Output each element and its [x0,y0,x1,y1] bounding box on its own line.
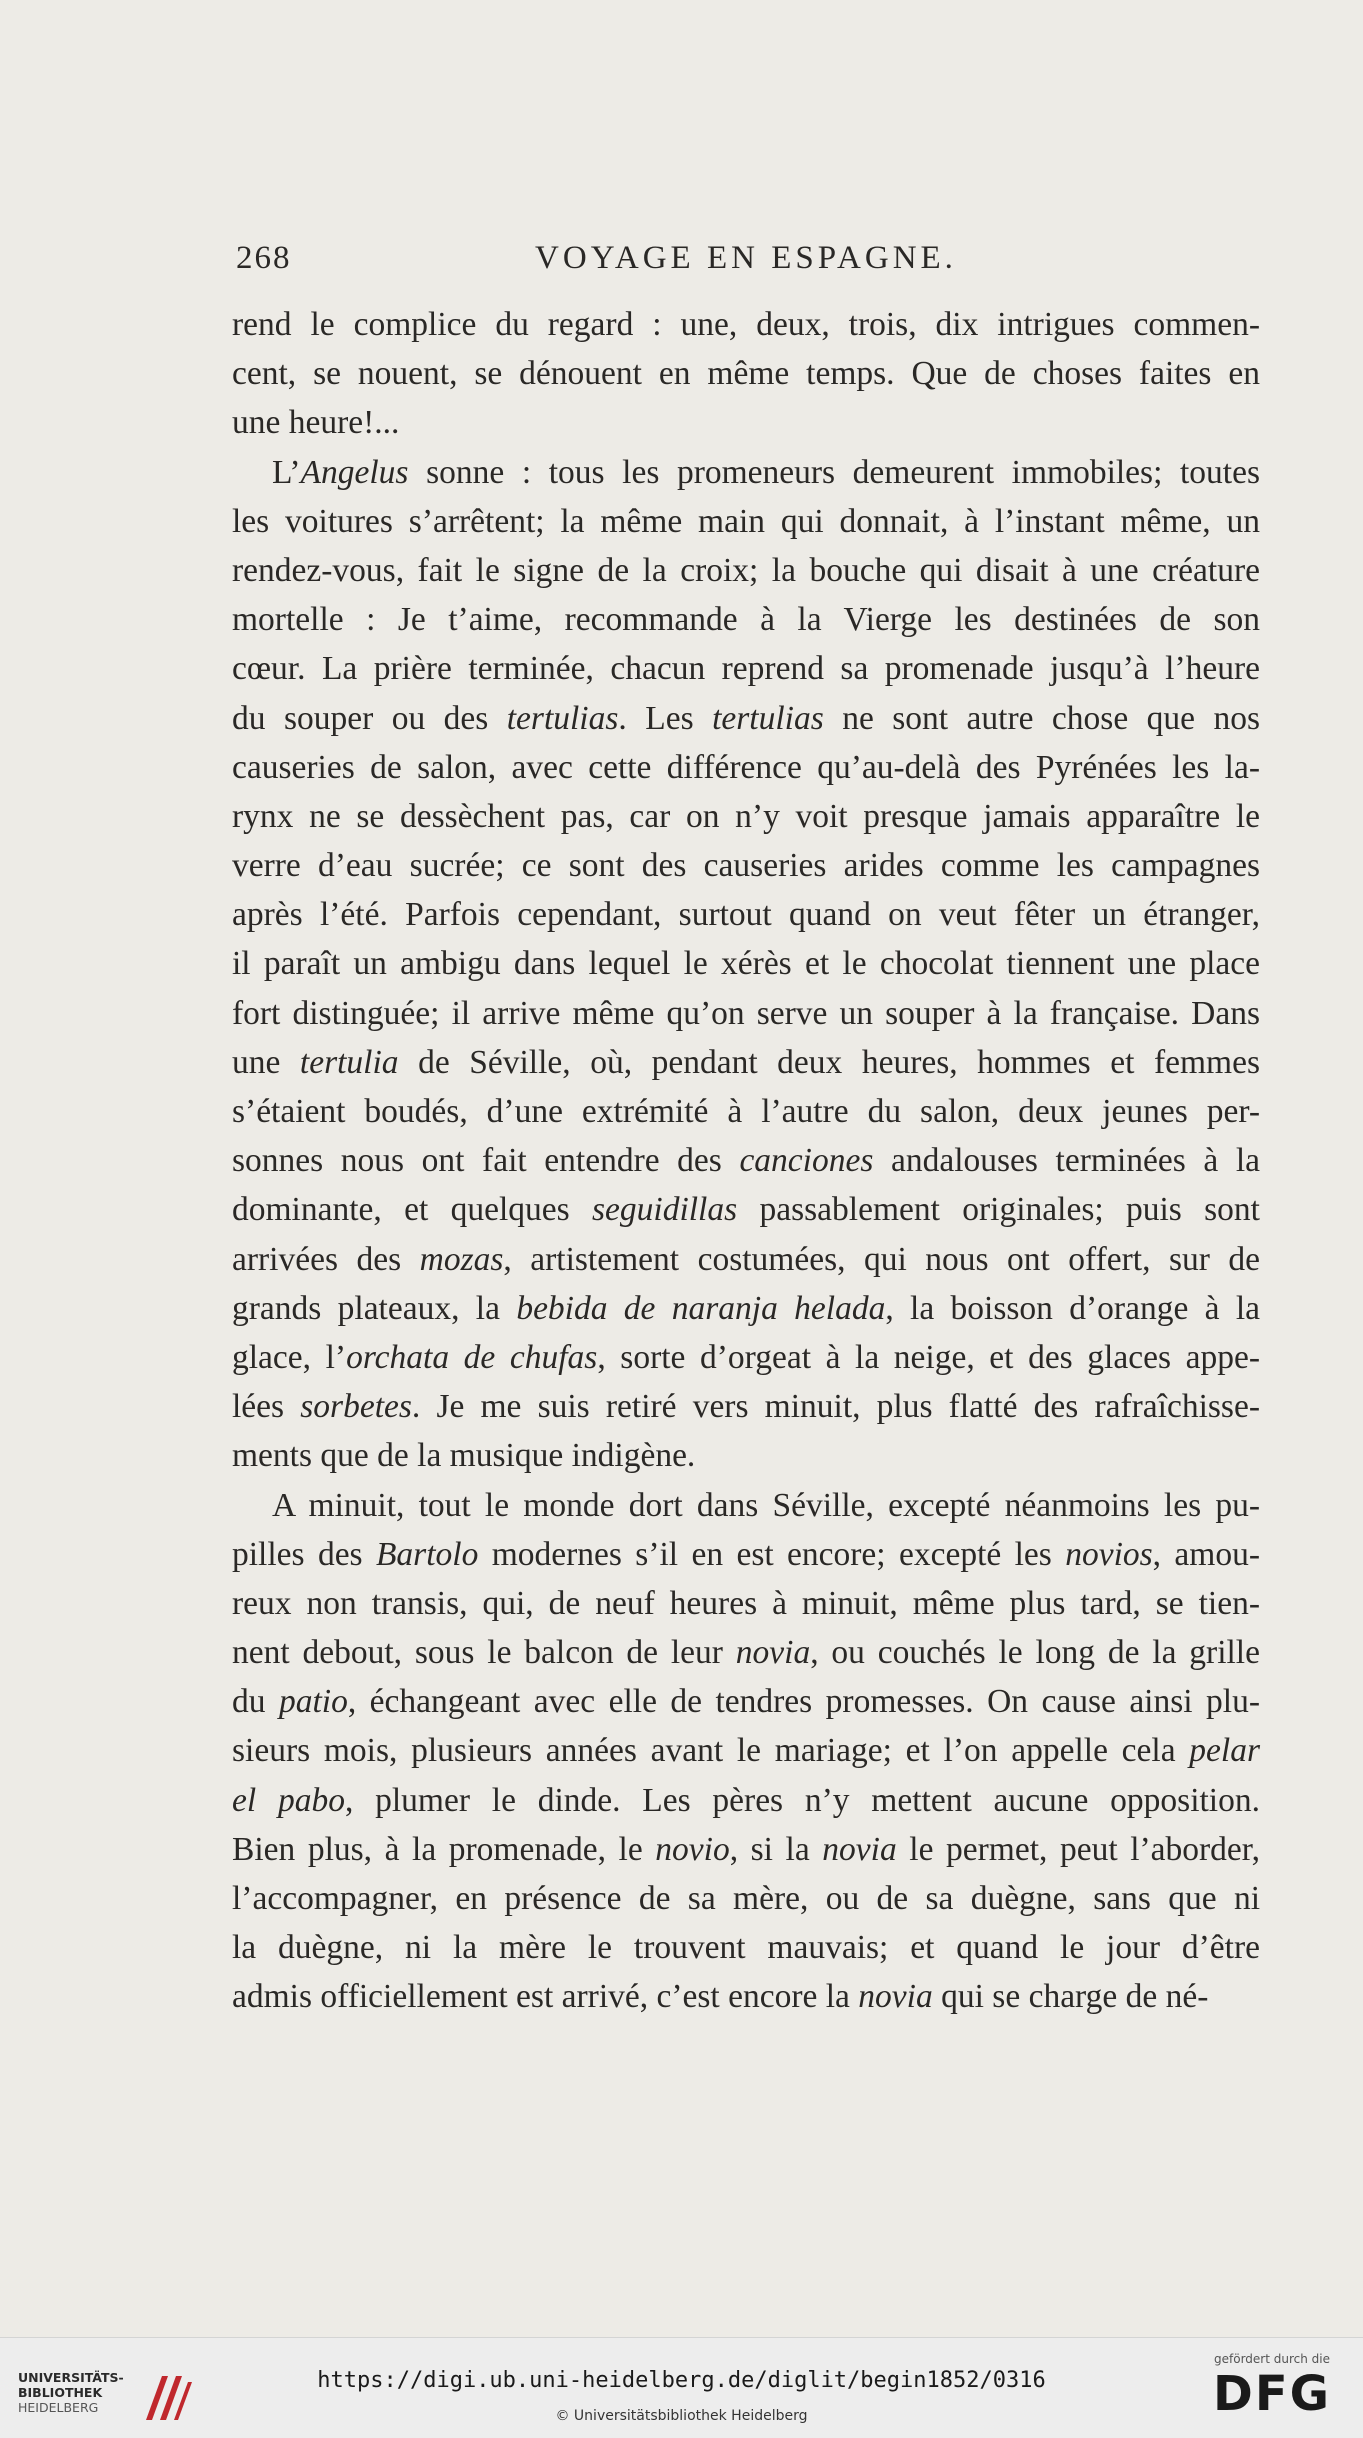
text-line [232,349,1260,398]
text-line [232,1136,1260,1185]
text-line [232,989,1260,1038]
copyright-text: © Universitätsbibliothek Heidelberg [555,2408,808,2424]
text-run: , amou- [1152,1535,1260,1573]
text-line [232,743,1260,792]
italic-text-run: orchata de chufas [346,1338,598,1376]
text-run: passablement originales; puis sont [737,1191,1260,1229]
footer-bar [0,2337,1363,2438]
funder-caption: gefördert durch die [1214,2352,1330,2366]
text-line [232,595,1260,644]
text-run: verre d’eau sucrée; ce sont des causeries arides comme les campagnes [232,847,1260,885]
text-run: arrivées des [232,1240,420,1278]
text-line [232,1579,1260,1628]
italic-text-run: canciones [739,1142,874,1180]
italic-text-run: bebida de naranja helada [516,1289,886,1327]
text-run: , ou couchés le long de la grille [810,1634,1260,1672]
body-text [232,300,1260,2022]
text-line [232,792,1260,841]
italic-text-run: pelar [1189,1732,1260,1770]
text-run: il paraît un ambigu dans lequel le xérès et le chocolat tiennent une place [232,945,1260,983]
text-run: du souper ou des [232,699,507,737]
text-run: causeries de salon, avec cette différence qu’au-delà des Pyrénées les la- [232,748,1260,786]
text-run: , artistement costumées, qui nous ont offert, sur de [503,1240,1260,1278]
text-run: . Les [618,699,713,737]
text-run: A minuit, tout le monde dort dans Séville, excepté néanmoins les pu- [272,1486,1260,1524]
text-run: cent, se nouent, se dénouent en même temps. Que de choses faites en [232,355,1260,393]
text-line [232,1628,1260,1677]
text-line [232,1038,1260,1087]
text-run: , échangeant avec elle de tendres promesses. On cause ainsi plu- [347,1683,1261,1721]
dfg-logo: DFG [1212,2366,1332,2422]
text-line [232,1923,1260,1972]
text-line [232,1235,1260,1284]
text-run: la duègne, ni la mère le trouvent mauvais; et quand le jour d’être [232,1929,1260,1967]
running-title: VOYAGE EN ESPAGNE. [535,240,957,276]
text-run: , plumer le dinde. Les pères n’y mettent aucune opposition. [344,1781,1260,1819]
text-line [232,890,1260,939]
italic-text-run: novia [822,1830,897,1868]
text-line [232,1431,1260,1480]
text-run: rend le complice du regard : une, deux, trois, dix intrigues commen- [232,306,1260,343]
text-run: pilles des [232,1535,376,1573]
text-line [232,694,1260,743]
text-run: cœur. La prière terminée, chacun reprend sa promenade jusqu’à l’heure [232,650,1260,688]
text-run: s’étaient boudés, d’une extrémité à l’autre du salon, deux jeunes per- [232,1093,1260,1130]
text-line [232,1333,1260,1382]
text-run: glace, l’ [232,1338,347,1376]
text-run: Bien plus, à la promenade, le [232,1830,656,1868]
text-run: nent debout, sous le balcon de leur [232,1634,736,1672]
italic-text-run: tertulias [506,699,619,737]
text-line [232,546,1260,595]
text-line [232,1481,1260,1530]
text-line [232,497,1260,546]
text-line [232,644,1260,693]
text-line [232,939,1260,988]
funder-logo[interactable] [1207,2352,1337,2432]
text-run: grands plateaux, la [232,1289,517,1327]
text-line [232,1972,1260,2021]
italic-text-run: novia [735,1634,811,1672]
text-run: lées [232,1388,301,1426]
text-run: . Je me suis retiré vers minuit, plus flatté des rafraîchisse- [411,1388,1260,1426]
text-run: L’ [272,453,301,491]
text-run: du [232,1683,279,1721]
page-header [236,240,1256,290]
page-number: 268 [236,240,292,276]
permalink-url[interactable]: https://digi.ub.uni-heidelberg.de/diglit/begin1852/0316 [317,2368,1046,2393]
text-run: ne sont autre chose que nos [823,699,1260,737]
text-run: rendez-vous, fait le signe de la croix; la bouche qui disait à une créature [232,551,1260,589]
text-line [232,398,1260,447]
text-run: reux non transis, qui, de neuf heures à minuit, même plus tard, se tien- [232,1584,1260,1622]
text-run: fort distinguée; il arrive même qu’on serve un souper à la française. Dans [232,994,1260,1032]
text-run: , la boisson d’orange à la [885,1289,1260,1327]
italic-text-run: Angelus [300,453,409,491]
text-line [232,300,1260,349]
text-run: modernes s’il en est encore; excepté les [478,1535,1066,1573]
text-run: sonne : tous les promeneurs demeurent immobiles; toutes [408,453,1260,491]
text-run: les voitures s’arrêtent; la même main qui donnait, à l’instant même, un [232,502,1260,540]
italic-text-run: novio [655,1830,730,1868]
text-run: rynx ne se dessèchent pas, car on n’y voit presque jamais apparaître le [232,797,1260,835]
text-run: admis officiellement est arrivé, c’est encore la [232,1978,859,2016]
italic-text-run: tertulias [712,699,824,737]
text-line [232,1382,1260,1431]
text-line [232,841,1260,890]
italic-text-run: el pabo [232,1781,345,1819]
text-line [232,1087,1260,1136]
italic-text-run: novios [1065,1535,1153,1573]
text-line [232,1677,1260,1726]
text-run: le permet, peut l’aborder, [896,1830,1260,1868]
text-line [232,448,1260,497]
text-run: l’accompagner, en présence de sa mère, ou de sa duègne, sans que ni [232,1880,1260,1917]
text-run: une heure!... [232,404,400,442]
italic-text-run: sorbetes [300,1388,412,1426]
text-run: sieurs mois, plusieurs années avant le mariage; et l’on appelle cela [232,1732,1190,1770]
text-run: sonnes nous ont fait entendre des [232,1142,740,1180]
text-line [232,1284,1260,1333]
library-name: UNIVERSITÄTS- BIBLIOTHEK HEIDELBERG [18,2370,124,2415]
italic-text-run: tertulia [299,1043,399,1081]
text-run: , si la [729,1830,823,1868]
italic-text-run: patio [278,1683,348,1721]
italic-text-run: mozas [419,1240,504,1278]
text-run: qui se charge de né- [932,1978,1209,2016]
text-line [232,1185,1260,1234]
text-run: après l’été. Parfois cependant, surtout quand on veut fêter un étranger, [232,896,1260,934]
text-run: une [232,1043,300,1081]
text-run: dominante, et quelques [232,1191,592,1229]
text-run: , sorte d’orgeat à la neige, et des glaces appe- [597,1338,1260,1376]
text-line [232,1825,1260,1874]
text-run: andalouses terminées à la [873,1142,1260,1180]
text-run: mortelle : Je t’aime, recommande à la Vierge les destinées de son [232,601,1260,639]
text-line [232,1726,1260,1775]
text-line [232,1776,1260,1825]
text-line [232,1874,1260,1923]
italic-text-run: novia [858,1978,933,2016]
italic-text-run: Bartolo [375,1535,479,1573]
text-run: de Séville, où, pendant deux heures, hommes et femmes [398,1043,1260,1081]
text-line [232,1530,1260,1579]
text-run: ments que de la musique indigène. [232,1437,696,1475]
italic-text-run: seguidillas [591,1191,738,1229]
